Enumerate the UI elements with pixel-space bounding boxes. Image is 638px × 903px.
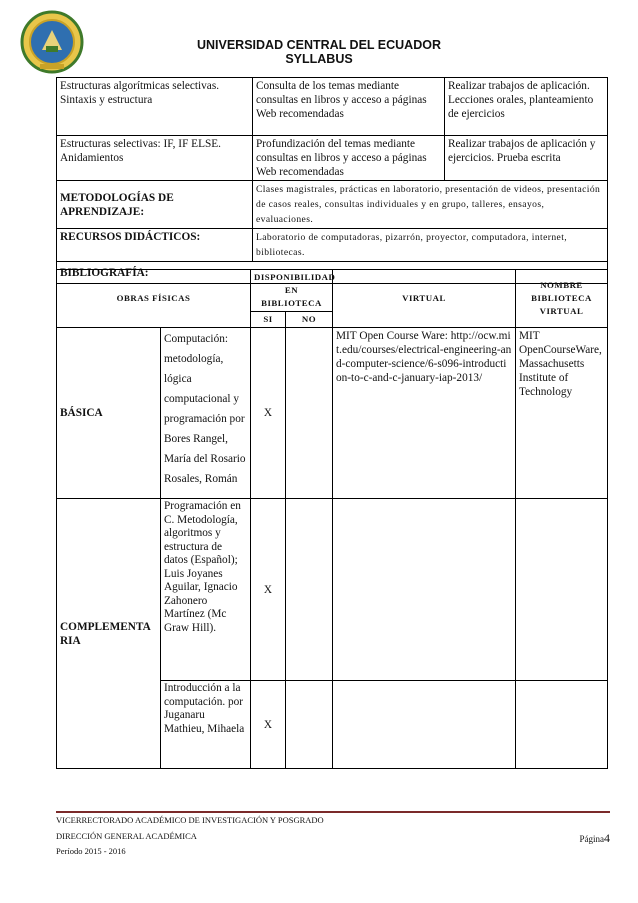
header-no: NO [286,312,333,328]
unit-activities: Realizar trabajos de aplicación. Lecciones orales, planteamiento de ejercicios [445,78,608,136]
page-label: Página [579,834,604,844]
bibliography-table [56,269,608,769]
header-library-name: NOMBRE BIBLIOTECA VIRTUAL [516,270,608,328]
footer-periodo: Período 2015 - 2016 [56,846,126,856]
header-physical: OBRAS FÍSICAS [57,270,251,328]
unit-topic: Estructuras selectivas: IF, IF ELSE. Anidamientos [57,136,253,181]
complementary-book: Programación en C. Metodología, algoritmos y estructura de datos (Español); Luis Joyanes Aguilar, Ignacio Zahonero Martínez (Mc Graw Hill). [161,499,251,681]
basic-virtual: MIT Open Course Ware: http://ocw.mit.edu/courses/electrical-engineering-and-computer-science/6-s096-introduction-to-c-and-c-january-iap-2013/ [333,328,516,499]
methodology-label: METODOLOGÍAS DE APRENDIZAJE: [57,181,253,229]
table-row [57,270,608,312]
unit-topic: Estructuras algorítmicas selectivas. Sintaxis y estructura [57,78,253,136]
table-row [57,78,608,136]
unit-strategy: Profundización del temas mediante consultas en libros y acceso a páginas Web recomendadas [253,136,445,181]
unit-strategy: Consulta de los temas mediante consultas en libros y acceso a páginas Web recomendadas [253,78,445,136]
complementary-label: COMPLEMENTARIA [57,499,161,769]
complementary-unavailable [286,681,333,769]
complementary-available: X [251,499,286,681]
unit-activities: Realizar trabajos de aplicación y ejercicios. Prueba escrita [445,136,608,181]
table-row [57,136,608,181]
header-yes: SI [251,312,286,328]
page-number: 4 [604,831,610,845]
resources-value: Laboratorio de computadoras, pizarrón, proyector, computadora, internet, bibliotecas. [253,229,608,262]
complementary-unavailable [286,499,333,681]
complementary-available: X [251,681,286,769]
methodology-value: Clases magistrales, prácticas en laboratorio, presentación de videos, presentación de casos reales, consultas individuales y en grupo, talleres, ensayos, evaluaciones. [253,181,608,229]
document-header [0,38,638,66]
basic-available: X [251,328,286,499]
basic-library: MIT OpenCourseWare, Massachusetts Institute of Technology [516,328,608,499]
header-availability: DISPONIBILIDAD EN BIBLIOTECA [251,270,333,312]
page-footer [56,811,610,860]
basic-book: Computación: metodología, lógica computacional y programación por Bores Rangel, María del Rosario Rosales, Román [161,328,251,499]
bibliography-label: BIBLIOGRAFÍA: [57,262,608,284]
footer-direccion: DIRECCIÓN GENERAL ACADÉMICA [56,830,197,841]
university-name: UNIVERSIDAD CENTRAL DEL ECUADOR [196,38,441,52]
table-row [57,229,608,262]
basic-unavailable [286,328,333,499]
complementary-virtual [333,681,516,769]
document-type: SYLLABUS [285,52,353,66]
complementary-book: Introducción a la computación. por Juganaru Mathieu, Mihaela [161,681,251,769]
table-row [57,499,608,681]
table-row [57,328,608,499]
header-virtual: VIRTUAL [333,270,516,328]
page-indicator [580,831,611,846]
complementary-library [516,499,608,681]
table-row [57,181,608,229]
complementary-library [516,681,608,769]
basic-label: BÁSICA [57,328,161,499]
resources-label: RECURSOS DIDÁCTICOS: [57,229,253,262]
complementary-virtual [333,499,516,681]
footer-vicerrectorado: VICERRECTORADO ACADÉMICO DE INVESTIGACIÓN Y POSGRADO [56,815,324,825]
units-table [56,77,608,284]
